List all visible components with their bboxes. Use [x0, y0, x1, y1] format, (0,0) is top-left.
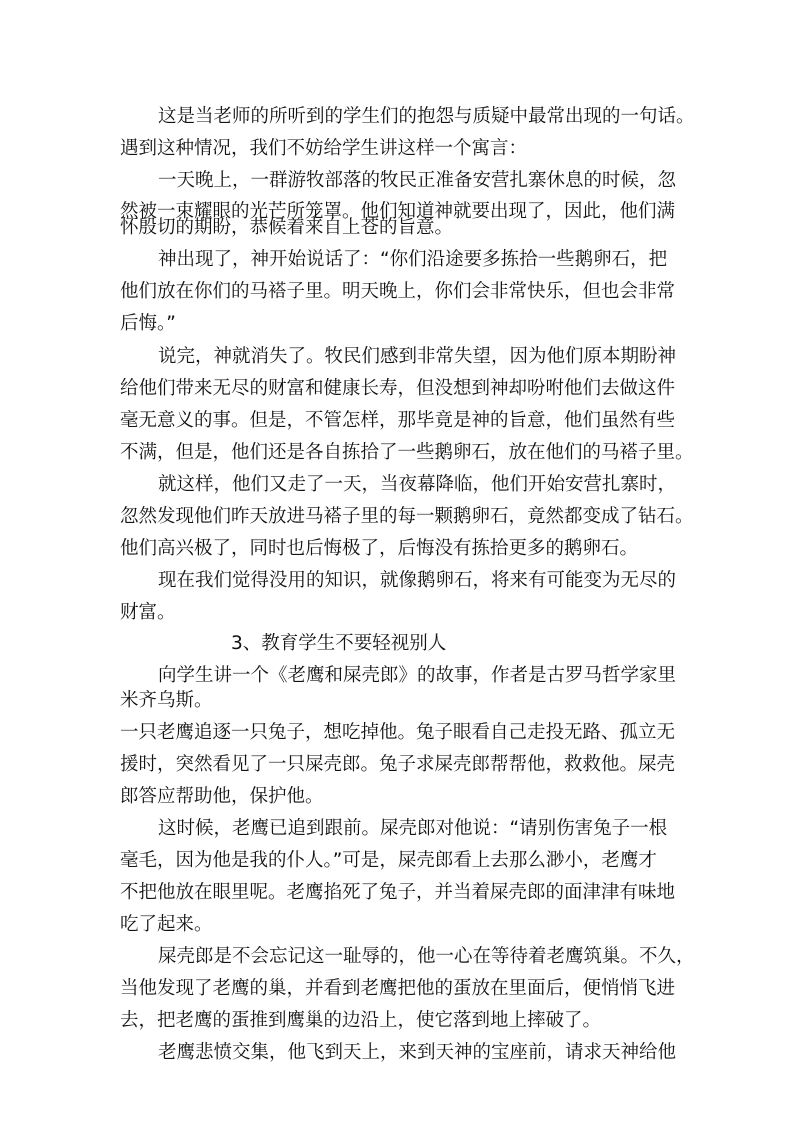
text-line: 不满，但是，他们还是各自拣拾了一些鹅卵石，放在他们的马褡子里。	[120, 442, 694, 463]
text-line: 说完，神就消失了。牧民们感到非常失望，因为他们原本期盼神	[158, 346, 677, 367]
text-line: 就这样，他们又走了一天，当夜幕降临，他们开始安营扎寨时，	[158, 474, 677, 495]
text-line: 怀殷切的期盼，恭候着来自上苍的旨意。	[120, 217, 454, 238]
text-line: 给他们带来无尽的财富和健康长寿，但没想到神却吩咐他们去做这件	[120, 378, 676, 399]
text-line: 这是当老师的所听到的学生们的抱怨与质疑中最常出现的一句话。	[158, 106, 695, 127]
text-line: 这时候，老鹰已追到跟前。屎壳郎对他说：“请别伤害兔子一根	[158, 818, 668, 839]
text-line: 不把他放在眼里呢。老鹰掐死了兔子，并当着屎壳郎的面津津有味地	[120, 882, 676, 903]
text-line: 屎壳郎是不会忘记这一耻辱的，他一心在等待着老鹰筑巢。不久，	[158, 946, 695, 967]
text-line: 他们放在你们的马褡子里。明天晚上，你们会非常快乐，但也会非常	[120, 281, 676, 302]
text-line: 一只老鹰追逐一只兔子，想吃掉他。兔子眼看自己走投无路、孤立无	[120, 722, 676, 743]
section-heading: 3、教育学生不要轻视别人	[231, 633, 447, 654]
text-line: 援时，突然看见了一只屎壳郎。兔子求屎壳郎帮帮他，救救他。屎壳	[120, 754, 676, 775]
text-line: 当他发现了老鹰的巢，并看到老鹰把他的蛋放在里面后，便悄悄飞进	[120, 978, 676, 999]
text-line: 毫无意义的事。但是，不管怎样，那毕竟是神的旨意，他们虽然有些	[120, 410, 676, 431]
text-line: 遇到这种情况，我们不妨给学生讲这样一个寓言：	[120, 138, 528, 159]
text-line: 吃了起来。	[120, 914, 213, 935]
text-line: 忽然发现他们昨天放进马褡子里的每一颗鹅卵石，竟然都变成了钻石。	[120, 506, 694, 527]
text-line: 现在我们觉得没用的知识，就像鹅卵石，将来有可能变为无尽的	[158, 570, 677, 591]
text-line: 神出现了，神开始说话了：“你们沿途要多拣拾一些鹅卵石，把	[158, 249, 668, 270]
text-line: 然被一束耀眼的光芒所笼罩。他们知道神就要出现了，因此，他们满	[120, 201, 676, 222]
text-line: 后悔。”	[120, 313, 176, 334]
text-line: 他们高兴极了，同时也后悔极了，后悔没有拣拾更多的鹅卵石。	[120, 538, 639, 559]
text-line: 去，把老鹰的蛋推到鹰巢的边沿上，使它落到地上摔破了。	[120, 1010, 602, 1031]
text-line: 米齐乌斯。	[120, 690, 213, 711]
text-line: 毫毛，因为他是我的仆人。”可是，屎壳郎看上去那么渺小，老鹰才	[120, 850, 657, 871]
text-line: 向学生讲一个《老鹰和屎壳郎》的故事，作者是古罗马哲学家里	[158, 665, 677, 686]
text-line: 郎答应帮助他，保护他。	[120, 786, 324, 807]
text-line: 老鹰悲愤交集，他飞到天上，来到天神的宝座前，请求天神给他	[158, 1042, 677, 1063]
text-line: 财富。	[120, 602, 176, 623]
text-line: 一天晚上，一群游牧部落的牧民正准备安营扎寨休息的时候，忽	[158, 170, 677, 191]
